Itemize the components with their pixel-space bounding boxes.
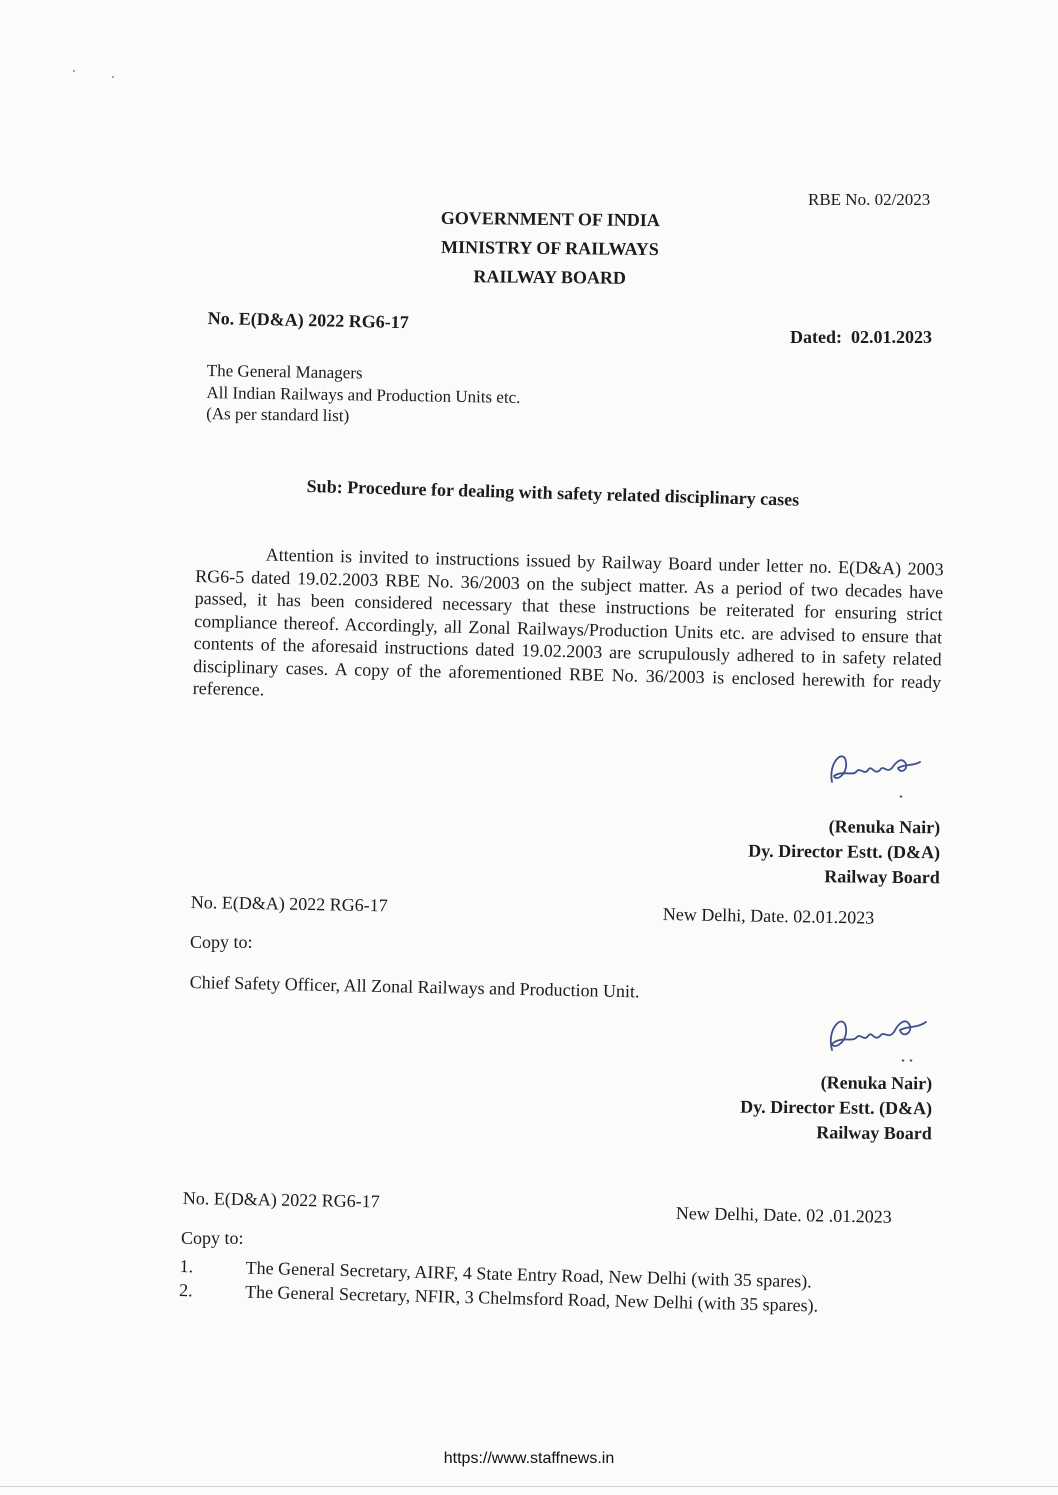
copy2-place-date: New Delhi, Date. 02 .01.2023 [675, 1203, 892, 1227]
signatory-designation: Dy. Director Estt. (D&A) [740, 1096, 933, 1119]
header-line-government: GOVERNMENT OF INDIA [440, 207, 660, 231]
copy1-copy-to: Copy to: [190, 932, 253, 952]
signatory-name: (Renuka Nair) [820, 1072, 933, 1094]
signature-mark [822, 742, 932, 802]
addressee-line: (As per standard list) [206, 403, 350, 426]
copy2-letter-number: No. E(D&A) 2022 RG6-17 [182, 1188, 380, 1212]
body-paragraph: Attention is invited to instructions issued by Railway Board under letter no. E(D&A) 2003 RG6-5 dated 19.02.2003 RBE No. 36/2003 on the subject matter. As a period of two decades have passed, it has been considered necessary that these instructions be reiterated for ensuring strict compliance thereof. Accordingly, all Zonal Railways/Production Units etc. are advised to ensure that contents of the aforesaid instructions dated 19.02.2003 are scrupulously adhered to in safety related disciplinary cases. A copy of the aforementioned RBE No. 36/2003 is enclosed herewith for ready reference. [192, 544, 944, 700]
addressee-line: The General Managers [206, 360, 363, 383]
copy1-letter-number: No. E(D&A) 2022 RG6-17 [190, 892, 388, 916]
dated-value: 02.01.2023 [851, 327, 932, 347]
footer-url: https://www.staffnews.in [443, 1450, 615, 1467]
list-item-number: 2. [178, 1279, 193, 1301]
signatory-office: Railway Board [824, 866, 940, 888]
copy2-copy-to: Copy to: [181, 1228, 244, 1248]
letter-number: No. E(D&A) 2022 RG6-17 [207, 308, 409, 333]
signature-block-2 [632, 1069, 933, 1147]
signatory-designation: Dy. Director Estt. (D&A) [748, 840, 941, 863]
letter-date [790, 327, 932, 348]
copy1-place-date: New Delhi, Date. 02.01.2023 [662, 904, 875, 928]
bottom-divider [0, 1486, 1058, 1487]
signatory-name: (Renuka Nair) [828, 816, 941, 838]
header-line-board: RAILWAY BOARD [473, 266, 627, 288]
copy1-recipient: Chief Safety Officer, All Zonal Railways and Production Unit. [189, 972, 640, 1002]
rbe-number: RBE No. 02/2023 [808, 190, 931, 209]
list-item-text: The General Secretary, NFIR, 3 Chelmsford Road, New Delhi (with 35 spares). [244, 1281, 819, 1316]
signature-mark [818, 1006, 938, 1068]
scan-speck [73, 70, 75, 72]
list-item-text: The General Secretary, AIRF, 4 State Entry Road, New Delhi (with 35 spares). [245, 1257, 813, 1292]
signatory-office: Railway Board [816, 1122, 932, 1144]
scan-speck [112, 76, 114, 78]
addressee-line: All Indian Railways and Production Units etc. [206, 382, 521, 407]
signature-block-1 [640, 813, 941, 891]
addressee [206, 360, 521, 429]
list-item-number: 1. [179, 1255, 194, 1277]
header-line-ministry: MINISTRY OF RAILWAYS [441, 236, 659, 260]
dated-label: Dated: [790, 327, 842, 347]
subject-line: Sub: Procedure for dealing with safety related disciplinary cases [306, 476, 800, 510]
letterhead [360, 203, 741, 294]
copy2-recipient-list [179, 1254, 819, 1318]
